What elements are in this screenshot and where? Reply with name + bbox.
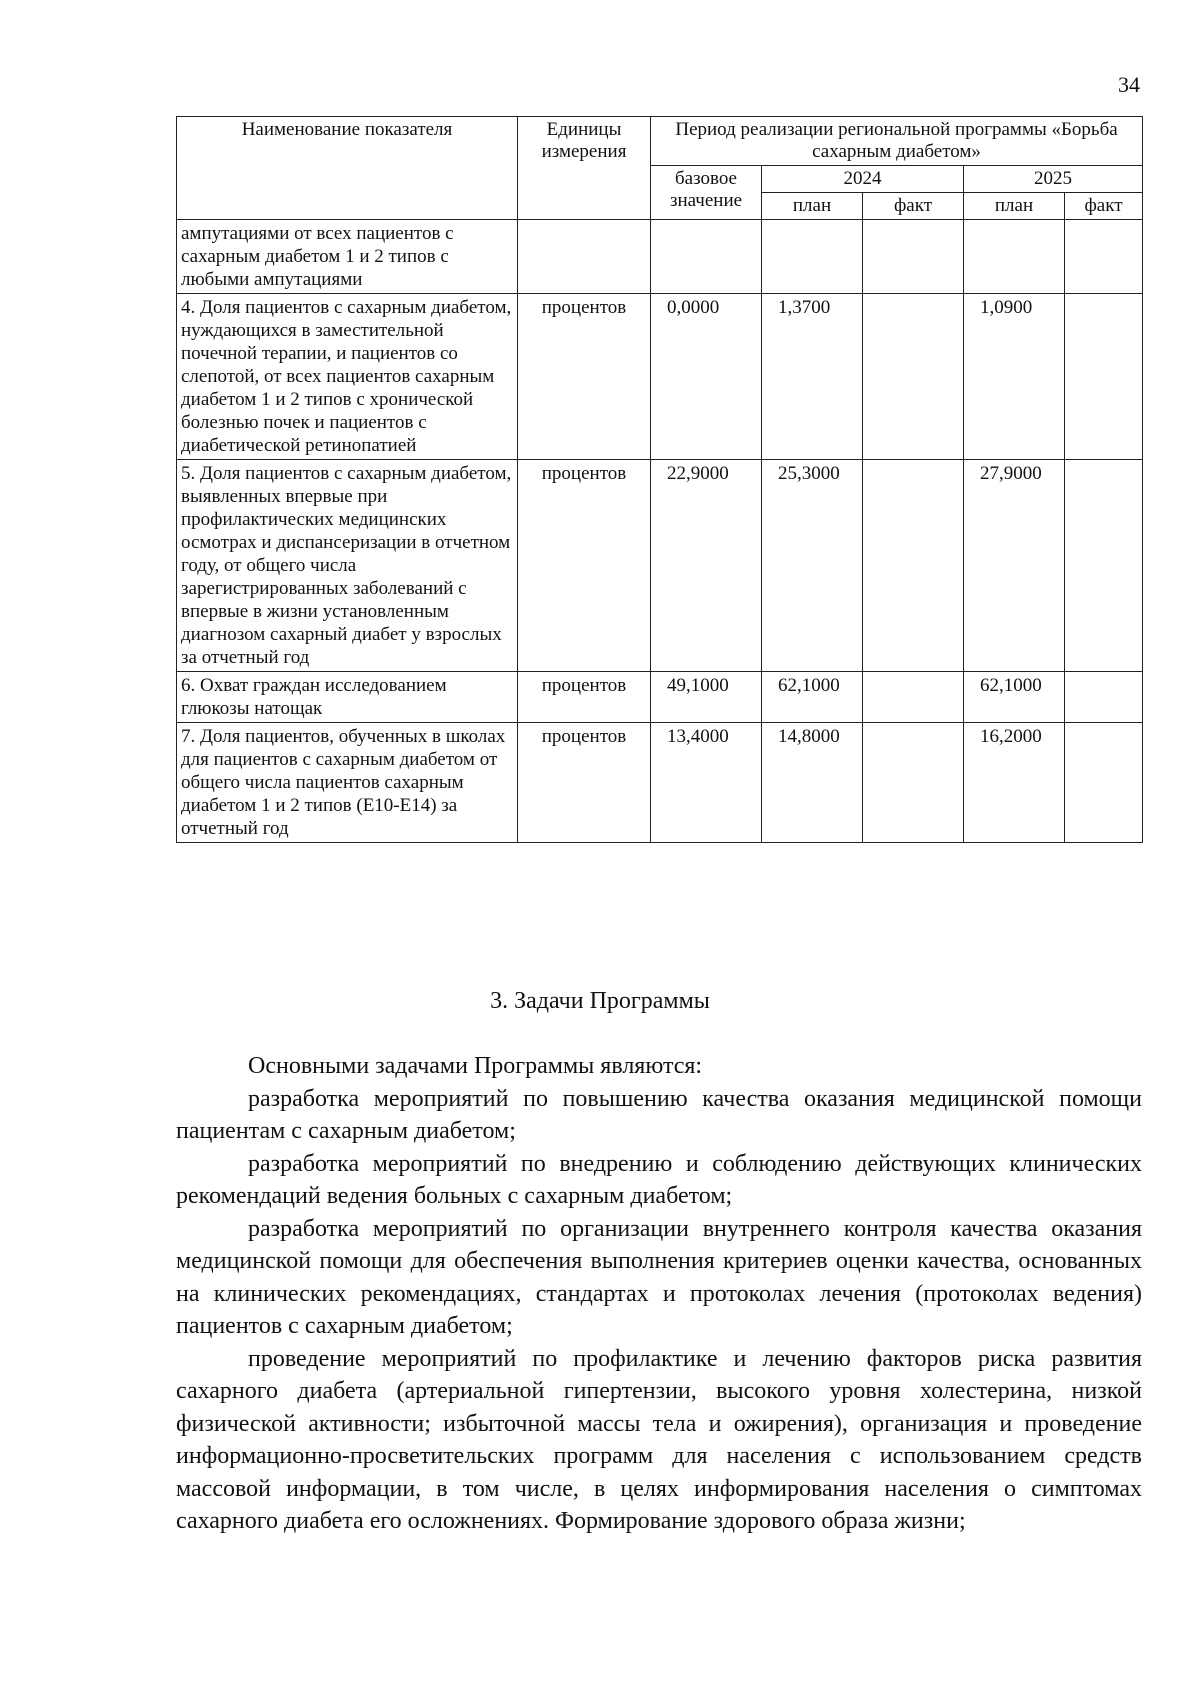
fact-2024 (863, 672, 964, 723)
fact-2025 (1065, 723, 1143, 843)
plan-2024: 62,1000 (762, 672, 863, 723)
table-row (177, 220, 1143, 294)
indicator-name: 5. Доля пациентов с сахарным диабетом, выявленных впервые при профилактических медицинских осмотрах и диспансеризации в отчетном году, от общего числа зарегистрированных заболеваний с впервые в жизни установленным диагнозом сахарный диабет у взрослых за отчетный год (177, 460, 518, 672)
page-number: 34 (1118, 72, 1140, 97)
header-base-value: базовое значение (651, 166, 762, 220)
indicators-table (176, 116, 1143, 843)
plan-2024: 14,8000 (762, 723, 863, 843)
indicator-name: 6. Охват граждан исследованием глюкозы натощак (177, 672, 518, 723)
paragraph: разработка мероприятий по повышению качества оказания медицинской помощи пациентам с сахарным диабетом; (176, 1085, 1142, 1144)
fact-2025 (1065, 294, 1143, 460)
fact-2025 (1065, 460, 1143, 672)
header-plan-2025: план (964, 193, 1065, 220)
table-row (177, 672, 1143, 723)
indicator-name: 4. Доля пациентов с сахарным диабетом, нуждающихся в заместительной почечной терапии, и пациентов со слепотой, от всех пациентов сахарным диабетом 1 и 2 типов с хронической болезнью почек и пациентов с диабетической ретинопатией (177, 294, 518, 460)
base-value: 22,9000 (651, 460, 762, 672)
fact-2024 (863, 723, 964, 843)
header-plan-2024: план (762, 193, 863, 220)
header-unit: Единицы измерения (518, 117, 651, 220)
header-period: Период реализации региональной программы «Борьба сахарным диабетом» (651, 117, 1143, 166)
header-fact-2024: факт (863, 193, 964, 220)
plan-2025: 16,2000 (964, 723, 1065, 843)
paragraph: проведение мероприятий по профилактике и лечению факторов риска развития сахарного диабета (артериальной гипертензии, высокого уровня холестерина, низкой физической активности; избыточной массы тела и ожирения), организация и проведение информационно-просветительских программ для населения с использованием средств массовой информации, в том числе, в целях информирования населения о симптомах сахарного диабета его осложнениях. Формирование здорового образа жизни; (176, 1345, 1142, 1534)
header-fact-2025: факт (1065, 193, 1143, 220)
plan-2025: 62,1000 (964, 672, 1065, 723)
indicator-name: ампутациями от всех пациентов с сахарным диабетом 1 и 2 типов с любыми ампутациями (177, 220, 518, 294)
paragraph: разработка мероприятий по внедрению и соблюдению действующих клинических рекомендаций ведения больных с сахарным диабетом; (176, 1150, 1142, 1209)
table-row (177, 723, 1143, 843)
plan-2024 (762, 220, 863, 294)
header-indicator-name: Наименование показателя (177, 117, 518, 220)
base-value: 0,0000 (651, 294, 762, 460)
section-title: 3. Задачи Программы (490, 988, 710, 1014)
fact-2024 (863, 460, 964, 672)
base-value (651, 220, 762, 294)
indicator-unit: процентов (518, 460, 651, 672)
indicator-unit: процентов (518, 723, 651, 843)
indicator-unit: процентов (518, 672, 651, 723)
fact-2025 (1065, 672, 1143, 723)
table-row (177, 294, 1143, 460)
indicator-unit: процентов (518, 294, 651, 460)
plan-2025: 1,0900 (964, 294, 1065, 460)
paragraph: Основными задачами Программы являются: (248, 1053, 703, 1079)
indicator-unit (518, 220, 651, 294)
header-year-2025: 2025 (964, 166, 1143, 193)
fact-2024 (863, 220, 964, 294)
fact-2025 (1065, 220, 1143, 294)
fact-2024 (863, 294, 964, 460)
base-value: 49,1000 (651, 672, 762, 723)
plan-2024: 1,3700 (762, 294, 863, 460)
indicator-name: 7. Доля пациентов, обученных в школах для пациентов с сахарным диабетом от общего числа пациентов сахарным диабетом 1 и 2 типов (E10-E14) за отчетный год (177, 723, 518, 843)
plan-2025 (964, 220, 1065, 294)
base-value: 13,4000 (651, 723, 762, 843)
table-row (177, 460, 1143, 672)
paragraph: разработка мероприятий по организации внутреннего контроля качества оказания медицинской помощи для обеспечения выполнения критериев оценки качества, основанных на клинических рекомендациях, стандартах и протоколах лечения (протоколах ведения) пациентов с сахарным диабетом; (176, 1215, 1142, 1339)
plan-2024: 25,3000 (762, 460, 863, 672)
section-body (176, 1050, 1142, 1538)
header-year-2024: 2024 (762, 166, 964, 193)
plan-2025: 27,9000 (964, 460, 1065, 672)
